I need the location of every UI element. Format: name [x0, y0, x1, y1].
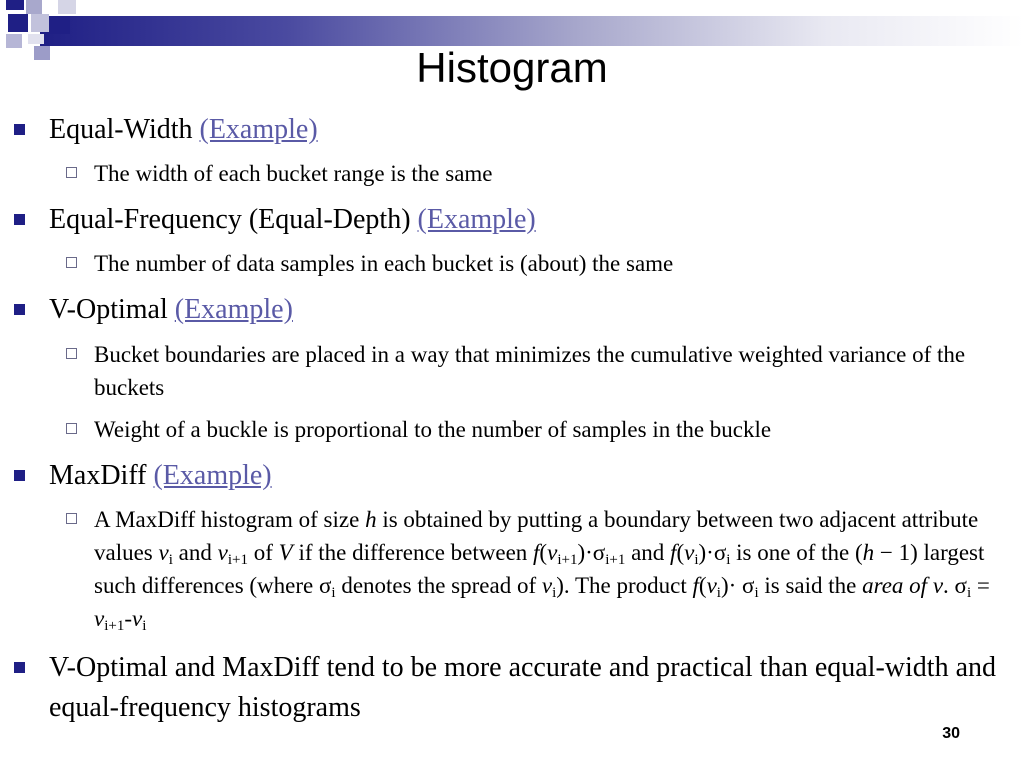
header-gradient-band [40, 16, 1024, 46]
text-run: ) [698, 540, 707, 565]
subscript-i: i [331, 585, 336, 601]
list-item-conclusion [49, 648, 1009, 728]
list-subitem [94, 413, 1014, 446]
text-run: - [124, 606, 133, 631]
subscript-i: i [716, 585, 721, 601]
text-run: · σ [728, 573, 755, 598]
subscript-i: i [966, 585, 972, 601]
subscript-i: i [142, 618, 147, 634]
var-v: v [706, 573, 717, 598]
item-text: The number of data samples in each bucket is (about) the same [94, 251, 674, 276]
var-v: v [547, 540, 558, 565]
page-number: 30 [942, 725, 960, 742]
example-link[interactable]: (Example) [199, 114, 318, 145]
subscript-i-plus-1: i+1 [227, 552, 248, 568]
var-h: h [365, 507, 377, 532]
text-run: ( [539, 540, 548, 565]
example-link[interactable]: (Example) [417, 204, 536, 235]
item-text: Bucket boundaries are placed in a way that minimizes the cumulative weighted variance of the buckets [94, 342, 966, 400]
text-run: is one of the ( [730, 540, 863, 565]
var-f: f [533, 540, 540, 565]
subscript-i: i [726, 552, 731, 568]
text-run: and [172, 540, 218, 565]
example-link[interactable]: (Example) [174, 294, 293, 325]
var-v: v [94, 606, 105, 631]
text-run: . σ [943, 573, 967, 598]
text-run: is obtained by putting a boundary between two adjacent attribute values [94, 507, 979, 565]
list-subitem-maxdiff-definition [94, 503, 1014, 635]
list-item-equal-width [49, 110, 1009, 150]
text-run: of [247, 540, 279, 565]
example-link[interactable]: (Example) [153, 460, 272, 491]
subscript-i-plus-1: i+1 [104, 618, 125, 634]
text-run: = [971, 573, 990, 598]
subscript-i-plus-1: i+1 [605, 552, 626, 568]
list-item-v-optimal [49, 290, 1009, 330]
var-h: h [862, 540, 875, 565]
text-run: ) [577, 540, 586, 565]
var-f: f [692, 573, 699, 598]
hollow-square-bullet-icon [66, 423, 77, 434]
slide-title: Histogram [416, 44, 608, 91]
item-text: V-Optimal and MaxDiff tend to be more accurate and practical than equal-width and equal-frequency histograms [49, 652, 996, 723]
hollow-square-bullet-icon [66, 257, 77, 268]
text-run: if the difference between [292, 540, 534, 565]
text-run: A MaxDiff histogram of size [94, 507, 366, 532]
var-v: v [217, 540, 228, 565]
list-subitem [94, 338, 1014, 404]
subscript-i: i [754, 585, 759, 601]
item-text: Equal-Frequency (Equal-Depth) [49, 204, 411, 235]
hollow-square-bullet-icon [66, 348, 77, 359]
subscript-i: i [552, 585, 557, 601]
var-v: v [132, 606, 143, 631]
hollow-square-bullet-icon [66, 513, 77, 524]
item-text: Equal-Width [49, 114, 193, 145]
text-run: denotes the spread of [335, 573, 542, 598]
list-item-equal-frequency [49, 200, 1009, 240]
var-v: v [158, 540, 169, 565]
list-subitem [94, 157, 1014, 190]
text-run: ). The product [556, 573, 693, 598]
hollow-square-bullet-icon [66, 167, 77, 178]
var-V: V [278, 540, 293, 565]
square-bullet-icon [14, 214, 25, 225]
square-bullet-icon [14, 304, 25, 315]
var-area-of-v: area of v [862, 573, 944, 598]
item-text: V-Optimal [49, 294, 168, 325]
subscript-i: i [694, 552, 699, 568]
text-run: ( [676, 540, 685, 565]
text-run: is said the [758, 573, 863, 598]
text-run: ( [698, 573, 707, 598]
item-text: MaxDiff [49, 460, 147, 491]
text-run: ·σ [706, 540, 727, 565]
subscript-i: i [168, 552, 173, 568]
list-item-maxdiff [49, 456, 1009, 496]
var-v: v [684, 540, 695, 565]
var-v: v [541, 573, 553, 598]
subscript-i-plus-1: i+1 [557, 552, 578, 568]
square-bullet-icon [14, 124, 25, 135]
list-subitem [94, 247, 1014, 280]
square-bullet-icon [14, 470, 25, 481]
var-f: f [670, 540, 677, 565]
item-text: Weight of a buckle is proportional to the number of samples in the buckle [94, 417, 772, 442]
text-run: − 1) largest such differences (where σ [94, 540, 985, 598]
item-text: The width of each bucket range is the same [94, 161, 493, 186]
text-run: and [625, 540, 671, 565]
text-run: ) [720, 573, 729, 598]
text-run: ·σ [585, 540, 606, 565]
square-bullet-icon [14, 662, 25, 673]
